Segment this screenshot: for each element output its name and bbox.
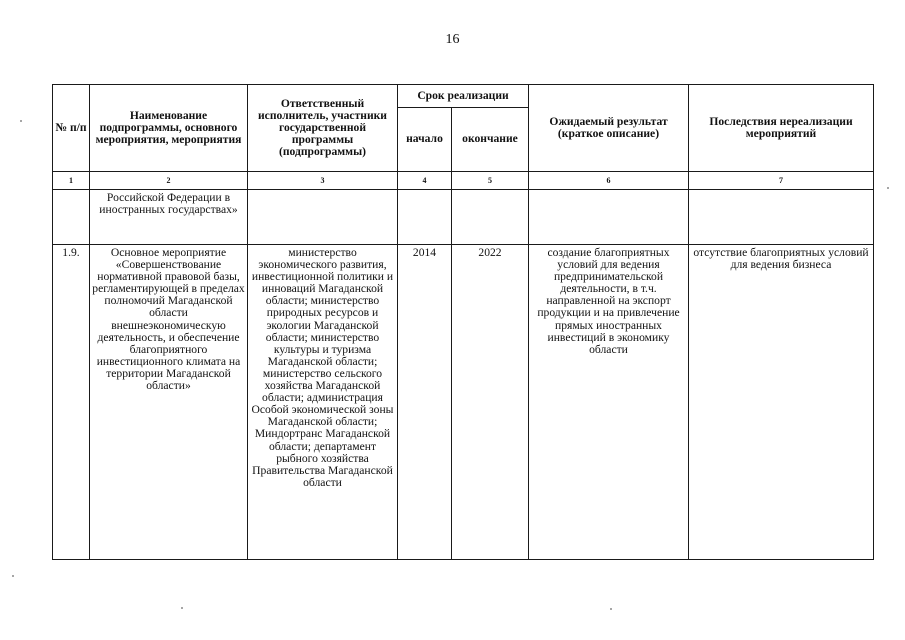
cell-consequences: отсутствие благоприятных условий для ведения бизнеса bbox=[689, 245, 874, 560]
header-term: Срок реализации bbox=[398, 85, 529, 108]
table-row bbox=[53, 190, 874, 245]
cell-result bbox=[529, 190, 689, 245]
header-row-top bbox=[53, 85, 874, 108]
cell-start bbox=[398, 190, 452, 245]
cell-num bbox=[53, 190, 90, 245]
cell-result: создание благоприятных условий для ведения предпринимательской деятельности, в т.ч. направленной на экспорт продукции и на привлечение прямых иностранных инвестиций в экономику области bbox=[529, 245, 689, 560]
cell-consequences bbox=[689, 190, 874, 245]
cell-responsible bbox=[248, 190, 398, 245]
column-number: 1 bbox=[53, 172, 90, 190]
header-consequences: Последствия нереализации мероприятий bbox=[689, 85, 874, 172]
column-number: 5 bbox=[452, 172, 529, 190]
header-num: № п/п bbox=[53, 85, 90, 172]
column-number: 4 bbox=[398, 172, 452, 190]
page-number: 16 bbox=[445, 32, 460, 47]
scan-speck bbox=[20, 120, 22, 122]
scan-speck bbox=[12, 575, 14, 577]
scan-speck bbox=[887, 187, 889, 189]
cell-name: Российской Федерации в иностранных государствах» bbox=[90, 190, 248, 245]
column-number: 6 bbox=[529, 172, 689, 190]
cell-start: 2014 bbox=[398, 245, 452, 560]
header-responsible: Ответственный исполнитель, участники государственной программы (подпрограммы) bbox=[248, 85, 398, 172]
table-row bbox=[53, 245, 874, 560]
column-number: 2 bbox=[90, 172, 248, 190]
header-term-start: начало bbox=[398, 108, 452, 172]
header-result: Ожидаемый результат (краткое описание) bbox=[529, 85, 689, 172]
header-name: Наименование подпрограммы, основного мероприятия, мероприятия bbox=[90, 85, 248, 172]
cell-end: 2022 bbox=[452, 245, 529, 560]
cell-num: 1.9. bbox=[53, 245, 90, 560]
column-numbers-row bbox=[53, 172, 874, 190]
program-measures-table bbox=[52, 84, 874, 560]
header-term-end: окончание bbox=[452, 108, 529, 172]
cell-responsible: министерство экономического развития, инвестиционной политики и инноваций Магаданской области; министерство природных ресурсов и экологии Магаданской области; министерство культуры и туризма Магаданской области; министерство сельского хозяйства Магаданской области; администрация Особой экономической зоны Магаданской области; Миндортранс Магаданской области; департамент рыбного хозяйства Правительства Магаданской области bbox=[248, 245, 398, 560]
scan-speck bbox=[181, 607, 183, 609]
scan-speck bbox=[610, 608, 612, 610]
column-number: 3 bbox=[248, 172, 398, 190]
column-number: 7 bbox=[689, 172, 874, 190]
cell-end bbox=[452, 190, 529, 245]
cell-name: Основное мероприятие «Совершенствование нормативной правовой базы, регламентирующей в пределах полномочий Магаданской области внешнеэкономическую деятельность, и обеспечение благоприятного инвестиционного климата на территории Магаданской области» bbox=[90, 245, 248, 560]
